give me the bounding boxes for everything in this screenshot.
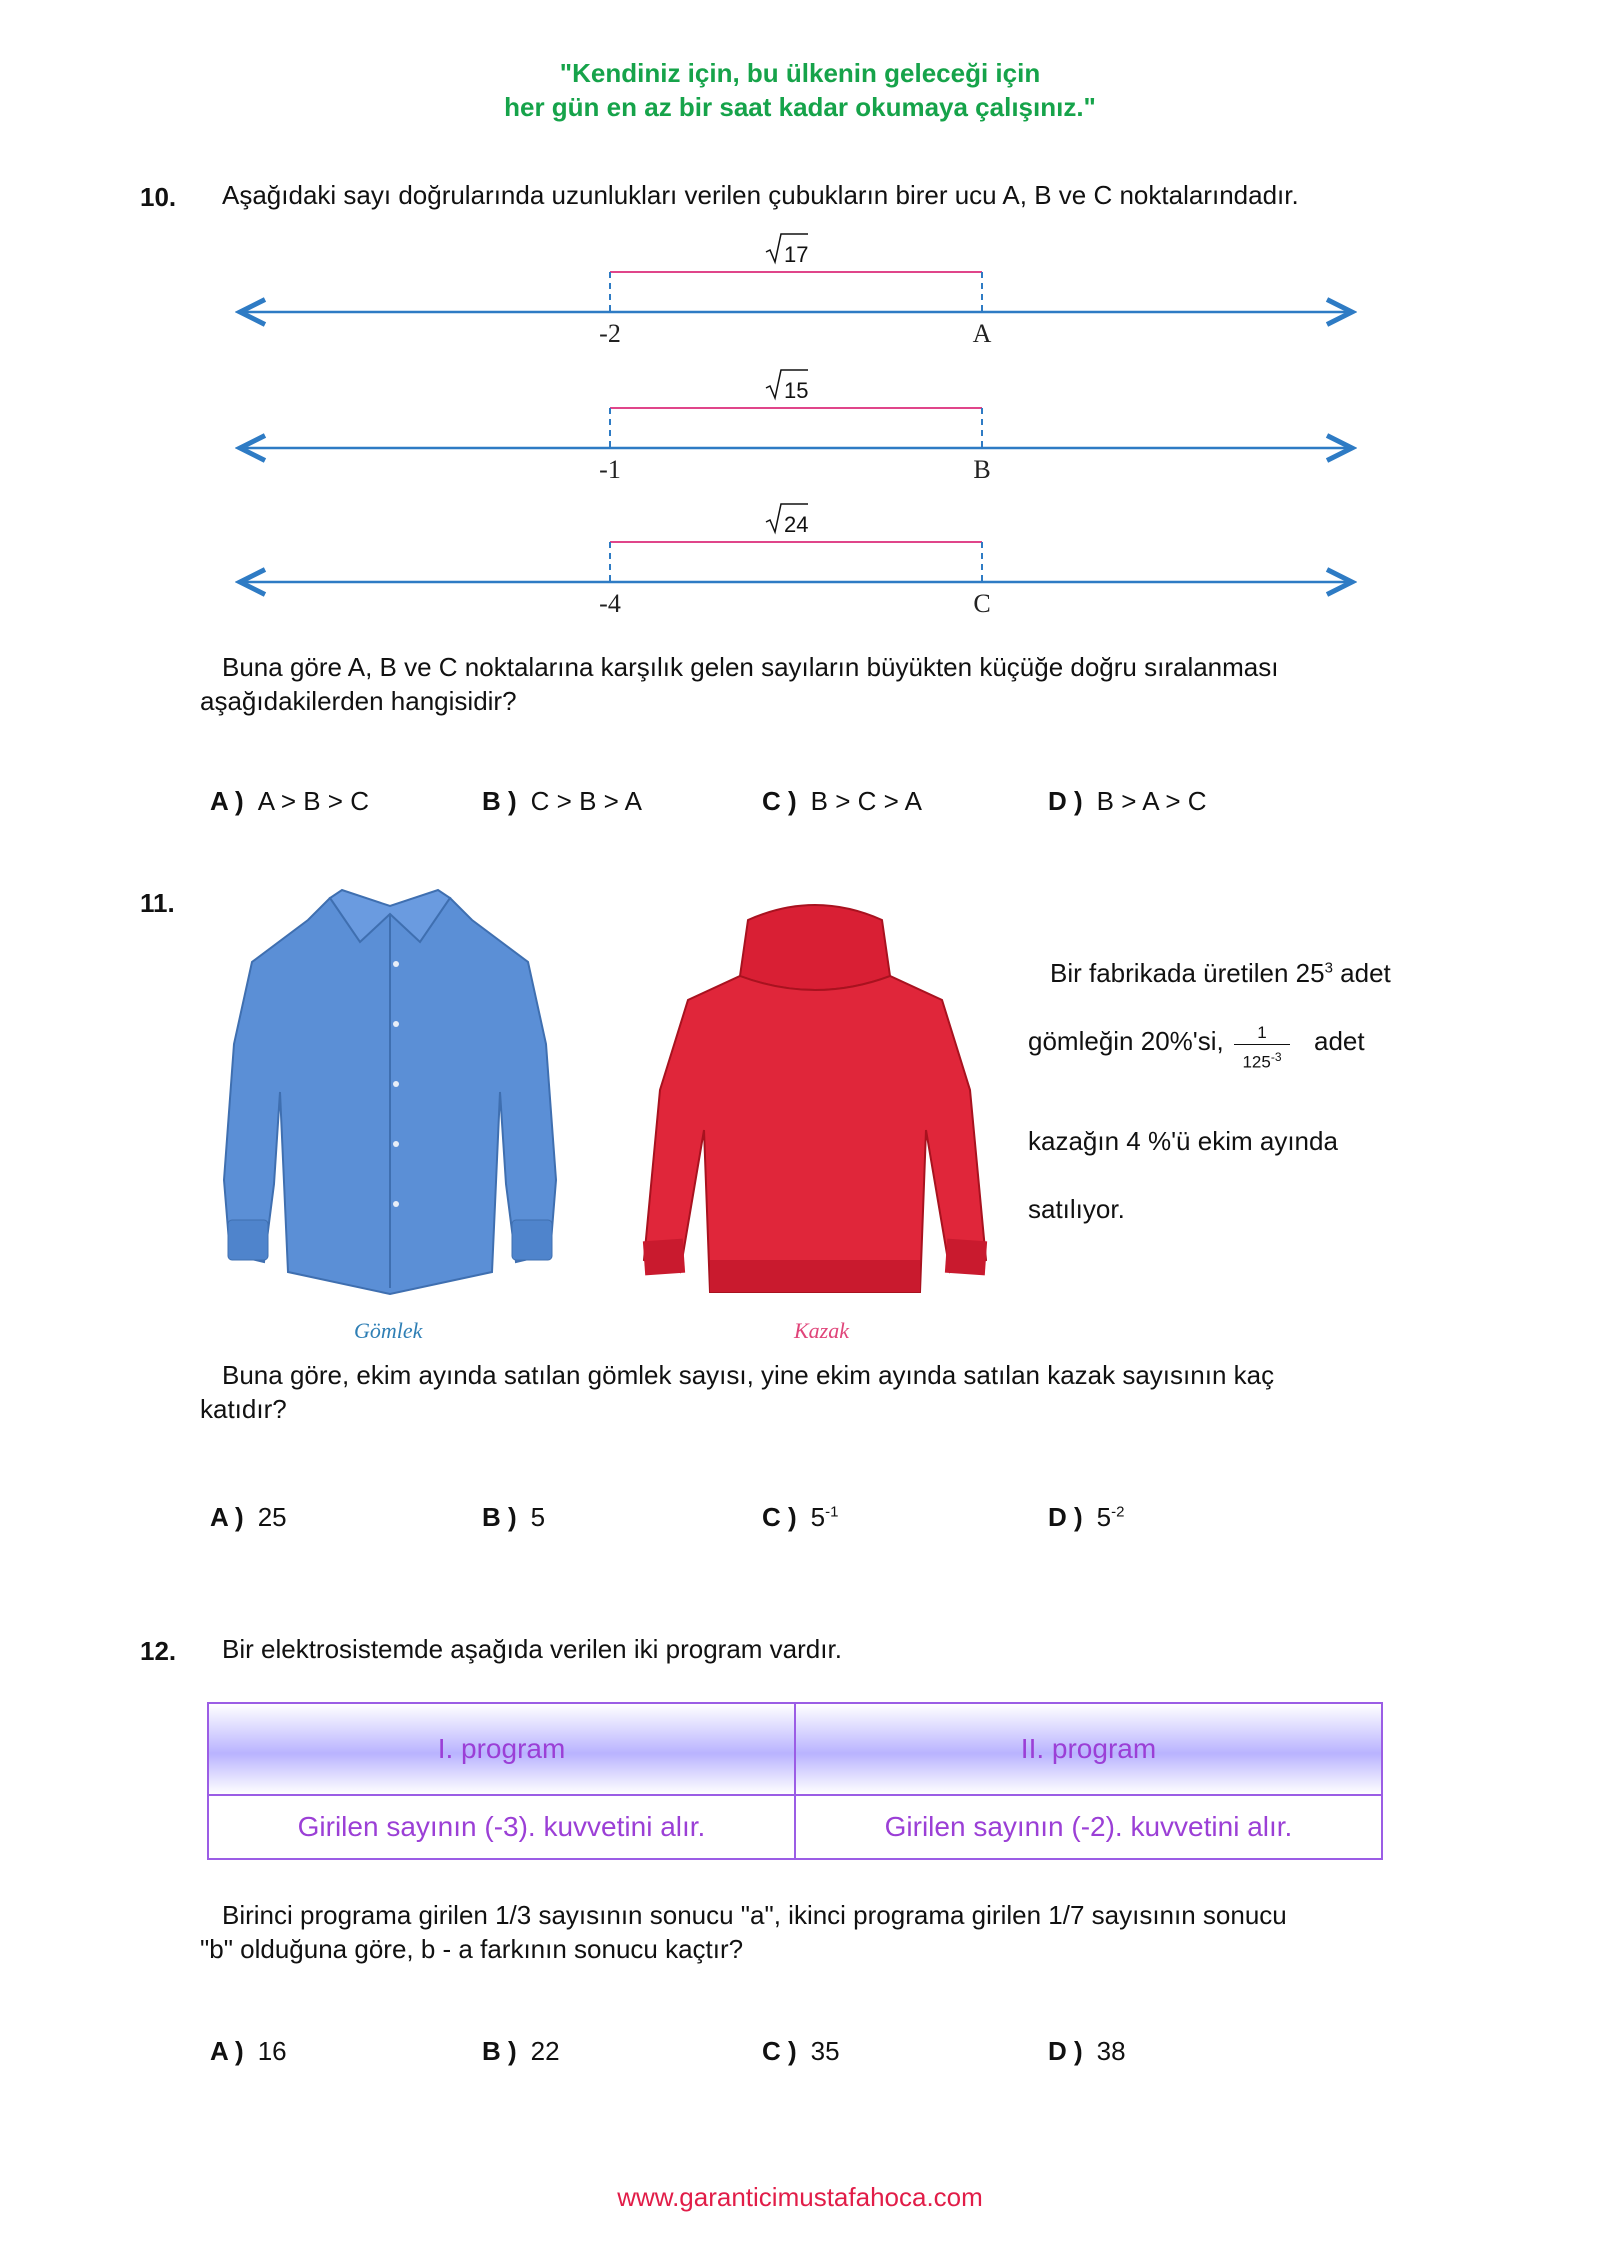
option-text: B > C > A bbox=[810, 786, 922, 816]
number-line-1 bbox=[240, 234, 1352, 348]
denominator-exponent: -3 bbox=[1270, 1050, 1282, 1064]
q11-option-d[interactable] bbox=[1048, 1502, 1124, 1533]
point-label-b: B bbox=[973, 455, 991, 484]
q11-option-c[interactable] bbox=[762, 1502, 838, 1533]
question-12-text-line-1: Birinci programa girilen 1/3 sayısının sonucu "a", ikinci programa girilen 1/7 sayısının sonucu bbox=[222, 1900, 1287, 1930]
exponent: 3 bbox=[1324, 959, 1333, 977]
length-label-2: 15 bbox=[784, 378, 809, 403]
q12-option-c[interactable] bbox=[762, 2036, 840, 2067]
number-line-2 bbox=[240, 370, 1352, 484]
option-text: 5 bbox=[530, 1502, 546, 1532]
sweater-caption: Kazak bbox=[794, 1318, 849, 1343]
q10-option-d[interactable] bbox=[1048, 786, 1207, 817]
option-letter: D ) bbox=[1048, 1502, 1083, 1532]
q10-option-a[interactable] bbox=[210, 786, 369, 817]
question-10-text-line-2: aşağıdakilerden hangisidir? bbox=[200, 686, 517, 716]
number-lines-figure bbox=[0, 230, 1600, 630]
shirt-image bbox=[210, 884, 570, 1304]
option-text: C > B > A bbox=[530, 786, 642, 816]
option-letter: D ) bbox=[1048, 786, 1083, 816]
motto-line-1: "Kendiniz için, bu ülkenin geleceği için bbox=[559, 58, 1041, 88]
start-label-1: -2 bbox=[599, 319, 621, 348]
question-10-number: 10. bbox=[140, 182, 177, 212]
option-text: 5 bbox=[1096, 1502, 1112, 1532]
option-text: 22 bbox=[530, 2036, 560, 2066]
program-table bbox=[207, 1702, 1383, 1860]
table-cell: Girilen sayının (-2). kuvvetini alır. bbox=[795, 1795, 1382, 1859]
q11-option-b[interactable] bbox=[482, 1502, 545, 1533]
option-text: B > A > C bbox=[1096, 786, 1207, 816]
option-text: 35 bbox=[810, 2036, 840, 2066]
q11-text-line-4: satılıyor. bbox=[1028, 1194, 1125, 1224]
q12-option-a[interactable] bbox=[210, 2036, 287, 2067]
option-letter: D ) bbox=[1048, 2036, 1083, 2066]
length-label-3: 24 bbox=[784, 512, 809, 537]
table-row bbox=[208, 1795, 1382, 1859]
question-10-text-line-1: Buna göre A, B ve C noktalarına karşılık gelen sayıların büyükten küçüğe doğru sıralanması bbox=[222, 652, 1279, 682]
q12-option-b[interactable] bbox=[482, 2036, 560, 2067]
table-header-cell: I. program bbox=[208, 1703, 795, 1795]
option-letter: A ) bbox=[210, 786, 244, 816]
start-label-2: -1 bbox=[599, 455, 621, 484]
shirt-caption: Gömlek bbox=[354, 1318, 423, 1343]
q10-option-b[interactable] bbox=[482, 786, 642, 817]
option-letter: C ) bbox=[762, 2036, 797, 2066]
question-12-text-line-2: "b" olduğuna göre, b - a farkının sonucu kaçtır? bbox=[200, 1934, 744, 1964]
start-label-3: -4 bbox=[599, 589, 621, 618]
option-exponent: -2 bbox=[1111, 1503, 1125, 1521]
option-text: 16 bbox=[257, 2036, 287, 2066]
q10-option-c[interactable] bbox=[762, 786, 922, 817]
option-text: 38 bbox=[1096, 2036, 1126, 2066]
option-text: 5 bbox=[810, 1502, 826, 1532]
option-letter: B ) bbox=[482, 786, 517, 816]
q11-text-line-1 bbox=[1050, 956, 1391, 990]
option-text: 25 bbox=[257, 1502, 287, 1532]
question-12-number: 12. bbox=[140, 1636, 177, 1666]
q11-text-line-2-pre: gömleğin 20%'si, bbox=[1028, 1026, 1224, 1056]
table-cell: Girilen sayının (-3). kuvvetini alır. bbox=[208, 1795, 795, 1859]
option-letter: C ) bbox=[762, 786, 797, 816]
q11-option-a[interactable] bbox=[210, 1502, 287, 1533]
program-table-header bbox=[208, 1703, 1382, 1795]
option-letter: C ) bbox=[762, 1502, 797, 1532]
option-letter: B ) bbox=[482, 1502, 517, 1532]
text-part: Bir fabrikada üretilen 25 bbox=[1050, 958, 1325, 988]
question-12-intro: Bir elektrosistemde aşağıda verilen iki program vardır. bbox=[222, 1634, 842, 1664]
question-10-intro: Aşağıdaki sayı doğrularında uzunlukları verilen çubukların birer ucu A, B ve C noktalarındadır. bbox=[222, 180, 1299, 210]
q11-text-line-2-post: adet bbox=[1314, 1026, 1365, 1056]
option-letter: B ) bbox=[482, 2036, 517, 2066]
q11-text-line-3: kazağın 4 %'ü ekim ayında bbox=[1028, 1126, 1338, 1156]
question-11-number: 11. bbox=[140, 888, 175, 918]
motto-line-2: her gün en az bir saat kadar okumaya çalışınız." bbox=[504, 92, 1096, 122]
number-line-3 bbox=[240, 504, 1352, 618]
table-header-cell: II. program bbox=[795, 1703, 1382, 1795]
question-11-text-line-2: katıdır? bbox=[200, 1394, 287, 1424]
footer-website-link[interactable]: www.garanticimustafahoca.com bbox=[617, 2182, 983, 2212]
option-letter: A ) bbox=[210, 2036, 244, 2066]
option-exponent: -1 bbox=[825, 1503, 839, 1521]
fraction-numerator: 1 bbox=[1234, 1022, 1290, 1045]
sweater-image bbox=[630, 880, 1000, 1300]
point-label-a: A bbox=[972, 319, 992, 348]
point-label-c: C bbox=[973, 589, 991, 618]
denominator-base: 125 bbox=[1242, 1052, 1271, 1072]
question-11-text-line-1: Buna göre, ekim ayında satılan gömlek sayısı, yine ekim ayında satılan kazak sayısının kaç bbox=[222, 1360, 1275, 1390]
option-text: A > B > C bbox=[257, 786, 369, 816]
length-label-1: 17 bbox=[784, 242, 809, 267]
text-part: adet bbox=[1332, 958, 1391, 988]
option-letter: A ) bbox=[210, 1502, 244, 1532]
q12-option-d[interactable] bbox=[1048, 2036, 1126, 2067]
fraction bbox=[1234, 1022, 1290, 1075]
fraction-denominator bbox=[1234, 1045, 1290, 1075]
